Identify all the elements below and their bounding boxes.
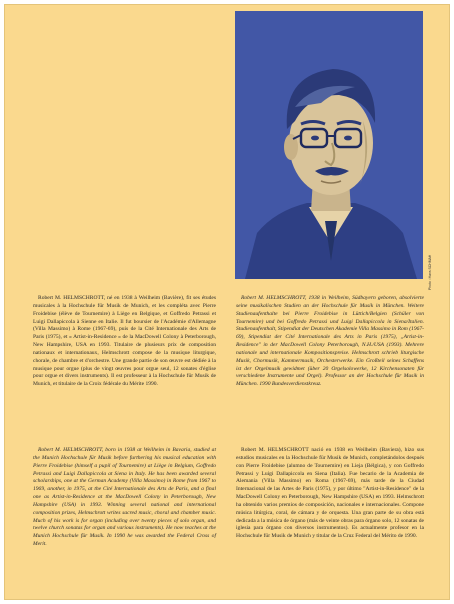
biography-french: Robert M. HELMSCHROTT, né en 1938 à Weilheim (Bavière), fit ses études musicales à la Hochschule für Musik de Munich, et les compléta avec Pierre Froidebise (élève de Tournemire) à Liège en Belgique, et Goffredo Petrassi et Luigi Dallapiccola à Sienne en Italie. Il fut boursier de l'Académie d'Allemagne (Villa Massimo) à Rome (1967-69), puis de la Cité Internationale des Arts de Paris (1975), et « Artist-in-Residence » de la MacDowell Colony à Peterborough, New Hampshire, USA en 1993. Titulaire de plusieurs prix de composition nationaux et internationaux, Helmschrott compose de la musique liturgique, chorale, de chambre et d'orchestre. Une grande partie de son œuvre est dédiée à la musique pour orgue (plus de vingt œuvres pour orgue seul, 12 sonates d'église pour orgue et divers instruments). Il est professeur à la Hochschule für Musik de Munich, et titulaire de la Croix fédérale du Mérite 1990. xyxy=(33,295,216,388)
biography-german: Robert M. HELMSCHROTT, 1938 in Weilheim, Südbayern geboren, absolvierte seine musikalischen Studien an der Hochschule für Musik in München. Weitere Studienaufenthalte bei Pierre Froidebise in Lüttich/Belgien (Schüler von Tournemire) und bei Goffredo Petrassi und Luigi Dallapiccola in Siena/Italien. Studienaufenthalt, Stipendiat der Deutschen Akademie Villa Massimo in Rom (1967-69), Stipendiat der Cité Internationale des Arts in Paris (1975), „Artist-in-Residence" in der MacDowell Colony Peterborough, N.H./USA (1993). Mehrere nationale und internationale Kompositionspreise. Helmschrott schrieb liturgische Musik, Chormusik, Kammermusik, Orchesterwerke. Ein Großteil seines Schaffens ist der Orgelmusik gewidmet (über 20 Orgelsolowerke, 12 Kirchensonaten für verschiedene Instrumente und Orgel). Professor an der Hochschule für Musik in München. 1990 Bundesverdienstkreuz. xyxy=(236,295,424,388)
biography-spanish: Robert M. HELMSCHROTT nació en 1938 en Weilheim (Baviera), hizo sus estudios musicales en la Hochschule für Musik de Munich, completándolos después con Pierre Froidebise (alumno de Tournemire) en Lieja (Bélgica), y con Goffredo Petrassi y Luigi Dallapiccola en Siena (Italia). Fue becario de la Academia de Alemania (Villa Massimo) en Roma (1967-69), más tarde de la Ciudad Internacional de las Artes de Paris (1975), y por último "Artist-in-Residence" de la MacDowell Colony en Peterborough, New Hampshire (USA) en 1993. Helmschrott ha obtenido varios premios de composición, nacionales e internacionales. Compone música litúrgica, coral, de cámara y de orquesta. Una gran parte de su obra está dedicada a la música de órgano (más de veinte obras para órgano solo, 12 sonatas de iglesia para órgano con diversos instrumentos). Es actualmente profesor en la Hochschule für Musik de Munich y titular de la Cruz Federal del Mérito de 1990. xyxy=(236,447,424,540)
portrait-photo xyxy=(235,11,423,279)
photo-credit: Photo : Hans SCHMAH xyxy=(428,254,432,290)
biography-english: Robert M. HELMSCHROTT, born in 1938 at Weilheim in Bavaria, studied at the Munich Hochschule für Musik before furthering his musical education with Pierre Froidebise (himself a pupil of Tournemire) at Liège in Belgium, Goffredo Petrassi and Luigi Dallapiccola at Siena in Italy. He has been awarded several scholarships, one at the German Academy (Villa Massimo) in Rome from 1967 to 1969, another, in 1975, at the Cité Internationale des Arts de Paris, and a final one as Artist-in-Residence at the MacDowell Colony in Peterborough, New Hampshire (USA) in 1993. Winning several national and international composition prizes, Helmschrott writes sacred music, choral and chamber music. Much of his work is for organ (including over twenty pieces of solo organ, and twelve church sonatas for organ and various instruments). He now teaches at the Munich Hochschule für Musik. In 1990 he was awarded the Federal Cross of Merit. xyxy=(33,447,216,548)
portrait-image xyxy=(235,11,423,279)
